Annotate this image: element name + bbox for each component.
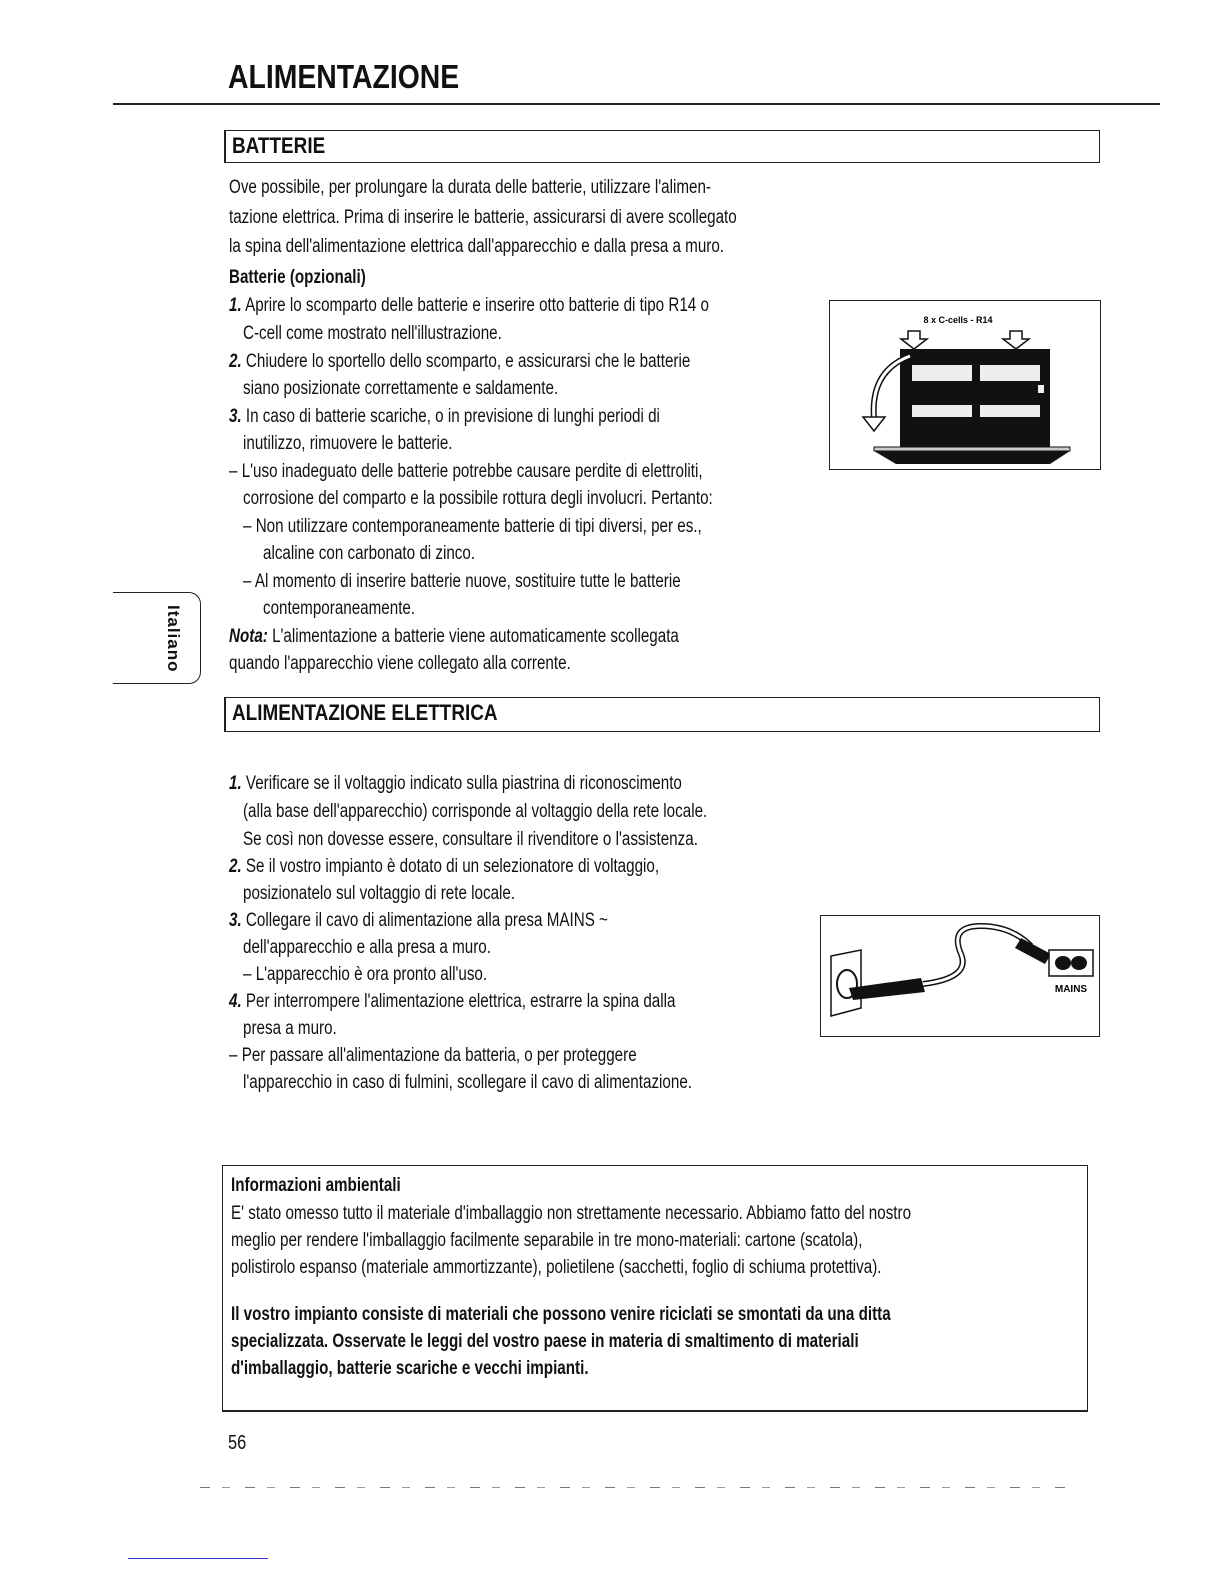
list-item-continuation: presa a muro. [243,1018,337,1039]
warning-continuation: corrosione del comparto e la possibile rottura degli involucri. Pertanto: [243,488,713,509]
battery-cell [980,405,1040,417]
mains-cable-illustration [821,916,1099,1036]
list-item-continuation: Se così non dovesse essere, consultare il rivenditore o l'assistenza. [243,829,698,850]
section-title-elettrica: ALIMENTAZIONE ELETTRICA [232,700,498,725]
env-text-line: E' stato omesso tutto il materiale d'imballaggio non strettamente necessario. Abbiamo fatto del nostro [231,1203,912,1224]
inlet-hole [1055,956,1071,970]
scan-artifact-line [200,1487,1070,1488]
language-tab-label: Italiano [164,605,183,673]
page-number: 56 [228,1432,247,1454]
header-rule [113,103,1160,105]
env-text-line: meglio per rendere l'imballaggio facilmente separabile in tre mono-materiali: cartone (scatola), [231,1230,863,1251]
battery-compartment-illustration [830,301,1100,469]
battery-cell [912,365,972,381]
tray-edge [874,447,1070,451]
list-item-continuation: inutilizzo, rimuovere le batterie. [243,433,453,454]
battery-cell [912,405,972,417]
list-subitem: – L'apparecchio è ora pronto all'uso. [243,964,488,985]
final-note: – Per passare all'alimentazione da batteria, o per proteggere [229,1045,637,1066]
warning-subitem-continuation: alcaline con carbonato di zinco. [263,543,476,564]
warning-subitem: – Al momento di inserire batterie nuove, sostituire tutte le batterie [243,571,681,592]
list-item-continuation: C-cell come mostrato nell'illustrazione. [243,323,502,344]
note: Nota: L'alimentazione a batterie viene automaticamente scollegata [229,626,679,647]
environmental-info-box [222,1165,1088,1412]
compartment-tray [874,451,1070,464]
env-bold-line: Il vostro impianto consiste di materiali che possono venire riciclati se smontati da una ditta [231,1304,891,1325]
battery-compartment-figure [829,300,1101,470]
language-tab-italiano[interactable] [113,592,201,684]
list-item-continuation: posizionatelo sul voltaggio di rete locale. [243,883,516,904]
warning-subitem: – Non utilizzare contemporaneamente batterie di tipi diversi, per es., [243,516,702,537]
down-arrow-icon [901,331,927,349]
section-header-elettrica [224,697,1100,732]
warning-subitem-continuation: contemporaneamente. [263,598,416,619]
note-continuation: quando l'apparecchio viene collegato alla corrente. [229,653,571,674]
intro-line: tazione elettrica. Prima di inserire le batterie, assicurarsi di avere scollegato [229,207,737,228]
connector-icon [1015,938,1051,964]
list-item: 2. Se il vostro impianto è dotato di un selezionatore di voltaggio, [229,856,660,877]
warning-item: – L'uso inadeguato delle batterie potrebbe causare perdite di elettroliti, [229,461,703,482]
list-item-continuation: dell'apparecchio e alla presa a muro. [243,937,491,958]
figure-caption: 8 x C-cells - R14 [923,315,993,325]
cable-inner [923,926,1031,984]
list-item-continuation: siano posizionate correttamente e saldamente. [243,378,559,399]
list-item-continuation: (alla base dell'apparecchio) corrisponde al voltaggio della rete locale. [243,801,708,822]
section-title-batterie: BATTERIE [232,133,326,158]
batterie-subheading: Batterie (opzionali) [229,267,366,288]
list-item: 2. Chiudere lo sportello dello scomparto, e assicurarsi che le batterie [229,351,691,372]
list-item: 1. Verificare se il voltaggio indicato sulla piastrina di riconoscimento [229,773,682,794]
intro-line: la spina dell'alimentazione elettrica dall'apparecchio e dalla presa a muro. [229,236,725,257]
env-bold-line: d'imballaggio, batterie scariche e vecchi impianti. [231,1358,589,1379]
compartment-body [900,349,1050,447]
final-note-continuation: l'apparecchio in caso di fulmini, scollegare il cavo di alimentazione. [243,1072,693,1093]
env-bold-line: specializzata. Osservate le leggi del vostro paese in materia di smaltimento di materiali [231,1331,859,1352]
list-item: 4. Per interrompere l'alimentazione elettrica, estrarre la spina dalla [229,991,676,1012]
section-header-batterie [224,130,1100,163]
env-text-line: polistirolo espanso (materiale ammortizzante), polietilene (sacchetti, foglio di schiuma protettiva). [231,1257,882,1278]
environmental-heading: Informazioni ambientali [231,1175,401,1196]
intro-line: Ove possibile, per prolungare la durata delle batterie, utilizzare l'alimen- [229,177,711,198]
list-item: 3. In caso di batterie scariche, o in previsione di lunghi periodi di [229,406,660,427]
mains-cable-figure [820,915,1100,1037]
contact [1038,385,1044,393]
door-arrow-head [863,417,885,431]
mains-label: MAINS [1054,984,1088,995]
inlet-hole [1071,956,1087,970]
page-title: ALIMENTAZIONE [228,58,460,95]
list-item: 1. Aprire lo scomparto delle batterie e inserire otto batterie di tipo R14 o [229,295,709,316]
battery-cell [980,365,1040,381]
down-arrow-icon [1003,331,1029,349]
list-item: 3. Collegare il cavo di alimentazione alla presa MAINS ~ [229,910,608,931]
blue-underline-artifact [128,1558,268,1559]
